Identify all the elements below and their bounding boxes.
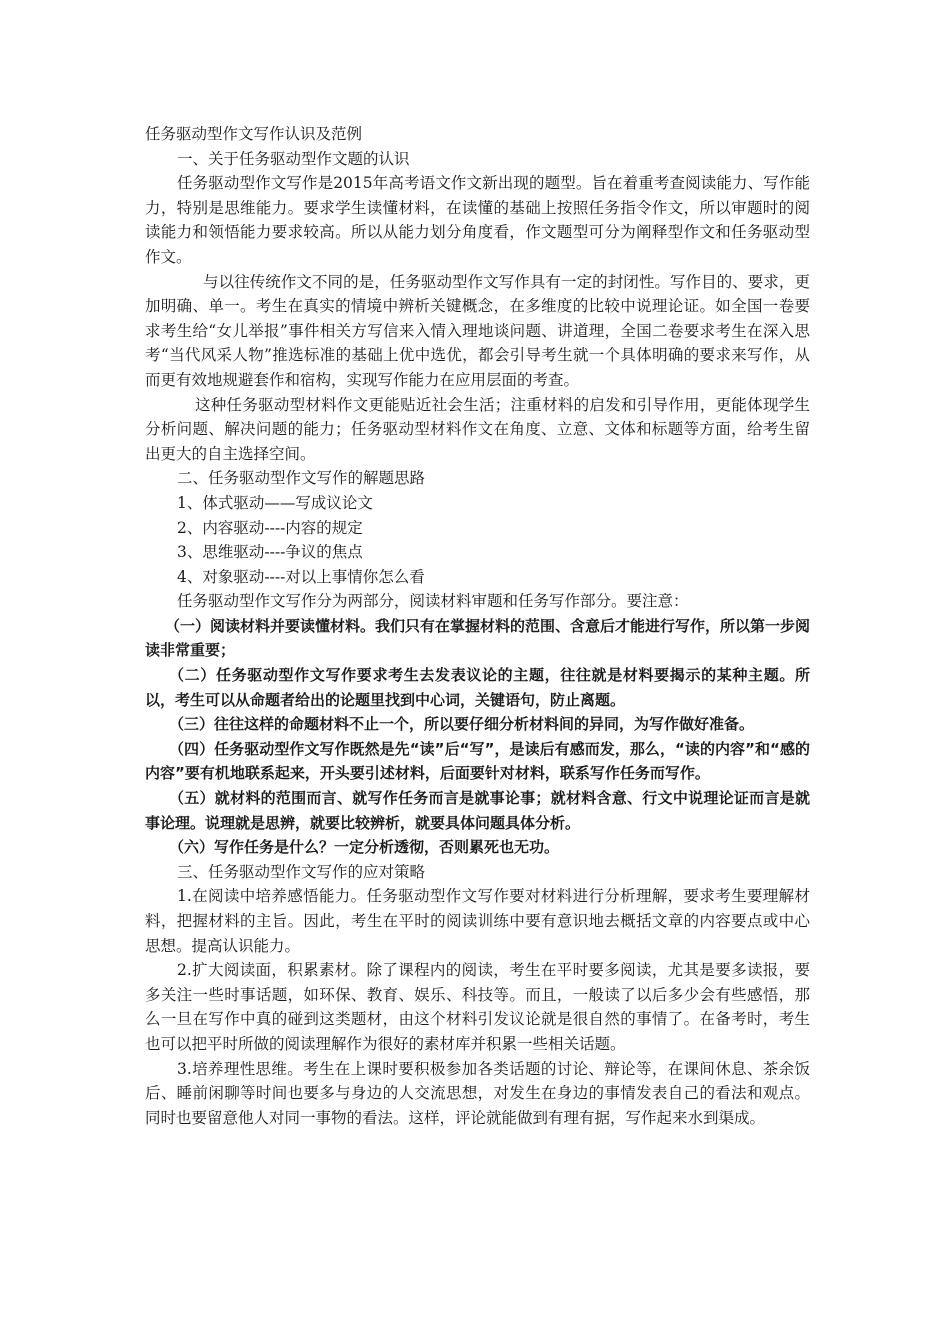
section-1-paragraph-2: 与以往传统作文不同的是，任务驱动型作文写作具有一定的封闭性。写作目的、要求，更加明确、单一。考生在真实的情境中辨析关键概念，在多维度的比较中说理论证。如全国一卷要求考生给“女儿举报”事件相关方写信来入情入理地谈问题、讲道理，全国二卷要求考生在深入思考“当代风采人物”推选标准的基础上优中选优，都会引导考生就一个具体明确的要求来写作，从而更有效地规避套作和宿构，实现写作能力在应用层面的考查。: [145, 272, 810, 389]
list-item: 3、思维驱动----争议的焦点: [177, 543, 363, 562]
section-2-intro: 任务驱动型作文写作分为两部分，阅读材料审题和任务写作部分。要注意：: [177, 592, 689, 611]
bold-point-4: （四）任务驱动型作文写作既然是先“读”后“写”，是读后有感而发，那么，“读的内容”和“感的内容”要有机地联系起来，开头要引述材料，后面要针对材料，联系写作任务而写作。: [145, 739, 810, 783]
section-3-paragraph-1: 1.在阅读中培养感悟能力。任务驱动型作文写作要对材料进行分析理解，要求考生要理解材料，把握材料的主旨。因此，考生在平时的阅读训练中要有意识地去概括文章的内容要点或中心思想。提高认识能力。: [145, 887, 810, 955]
bold-point-6: （六）写作任务是什么？一定分析透彻，否则累死也无功。: [169, 838, 560, 857]
document-title: 任务驱动型作文写作认识及范例: [145, 125, 363, 143]
list-item: 4、对象驱动----对以上事情你怎么看: [177, 567, 425, 586]
bold-point-1: （一）阅读材料并要读懂材料。我们只有在掌握材料的范围、含意后才能进行写作，所以第一步阅读非常重要；: [145, 616, 811, 660]
section-3-paragraph-2: 2.扩大阅读面，积累素材。除了课程内的阅读，考生在平时要多阅读，尤其是要多读报，要多关注一些时事话题，如环保、教育、娱乐、科技等。而且，一般读了以后多少会有些感悟，那么一旦在写作中真的碰到这类题材，由这个材料引发议论就是很自然的事情了。在备考时，考生也可以把平时所做的阅读理解作为很好的素材库并积累一些相关话题。: [145, 961, 810, 1053]
section-1-heading: 一、关于任务驱动型作文题的认识: [177, 149, 410, 168]
bold-point-2: （二）任务驱动型作文写作要求考生去发表议论的主题，往往就是材料要揭示的某种主题。所以，考生可以从命题者给出的论题里找到中心词，关键语句，防止离题。: [145, 666, 810, 709]
section-3-heading: 三、任务驱动型作文写作的应对策略: [177, 862, 426, 881]
list-item: 2、内容驱动----内容的规定: [177, 518, 363, 537]
section-1-paragraph-1: 任务驱动型作文写作是2015年高考语文作文新出现的题型。旨在着重考查阅读能力、写作能力，特别是思维能力。要求学生读懂材料，在读懂的基础上按照任务指令作文，所以审题时的阅读能力和领悟能力要求较高。所以从能力划分角度看，作文题型可分为阐释型作文和任务驱动型作文。: [145, 174, 810, 266]
bold-point-3: （三）往往这样的命题材料不止一个，所以要仔细分析材料间的异同，为写作做好准备。: [169, 715, 755, 734]
bold-point-5: （五）就材料的范围而言、就写作任务而言是就事论事；就材料含意、行文中说理论证而言是就事论理。说理就是思辨，就要比较辨析，就要具体问题具体分析。: [145, 789, 810, 832]
list-item: 1、体式驱动——写成议论文: [177, 493, 373, 512]
document-body: [145, 122, 810, 1130]
section-2-heading: 二、任务驱动型作文写作的解题思路: [177, 469, 426, 488]
section-1-paragraph-3: 这种任务驱动型材料作文更能贴近社会生活；注重材料的启发和引导作用，更能体现学生分析问题、解决问题的能力；任务驱动型材料作文在角度、立意、文体和标题等方面，给考生留出更大的自主选择空间。: [145, 395, 810, 463]
section-3-paragraph-3: 3.培养理性思维。考生在上课时要积极参加各类话题的讨论、辩论等，在课间休息、茶余饭后、睡前闲聊等时间也要多与身边的人交流思想，对发生在身边的事情发表自己的看法和观点。同时也要留意他人对同一事物的看法。这样，评论就能做到有理有据，写作起来水到渠成。: [145, 1059, 810, 1127]
